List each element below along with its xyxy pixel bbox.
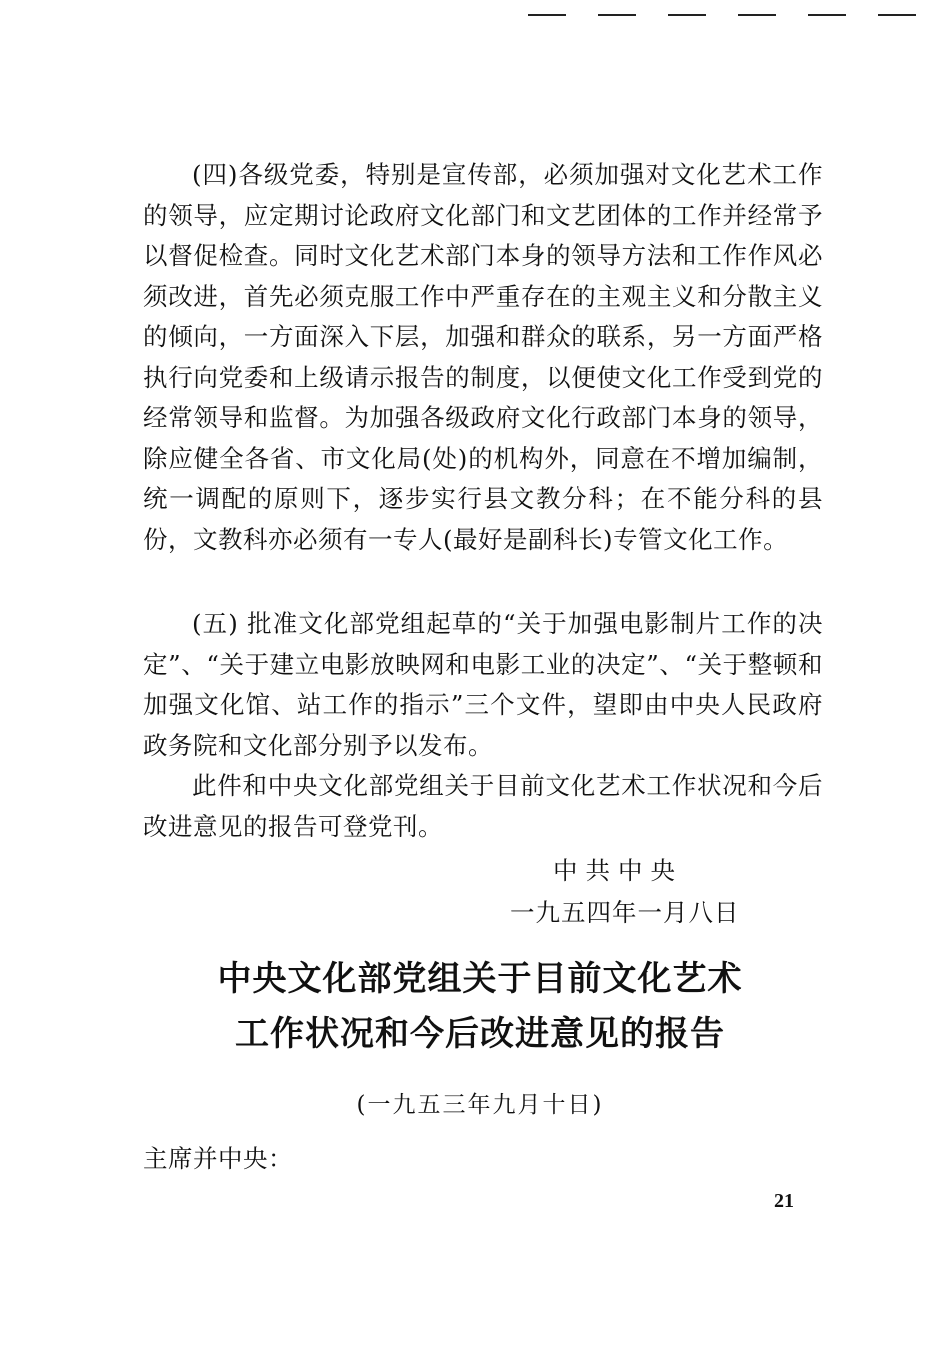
paragraph-four: (四)各级党委，特别是宣传部，必须加强对文化艺术工作的领导，应定期讨论政府文化部门和文艺团体的工作并经常予以督促检查。同时文化艺术部门本身的领导方法和工作作风必须改进，首先必须克服工作中严重存在的主观主义和分散主义的倾向，一方面深入下层，加强和群众的联系，另一方面严格执行向党委和上级请示报告的制度，以便使文化工作受到党的经常领导和监督。为加强各级政府文化行政部门本身的领导，除应健全各省、市文化局(处)的机构外，同意在不增加编制，统一调配的原则下，逐步实行县文教分科；在不能分科的县份，文教科亦必须有一专人(最好是副科长)专管文化工作。	[143, 160, 823, 554]
paragraph-five: (五) 批准文化部党组起草的“关于加强电影制片工作的决定”、“关于建立电影放映网和电影工业的决定”、“关于整顿和加强文化馆、站工作的指示”三个文件，望即由中央人民政府政务院和文化部分别予以发布。	[143, 609, 823, 760]
salutation: 主席并中央：	[143, 1144, 293, 1173]
signature-organization: 中共中央	[553, 856, 683, 885]
report-title	[140, 952, 820, 1062]
header-dash	[808, 14, 846, 16]
header-rule	[528, 14, 918, 20]
header-dash	[878, 14, 916, 16]
header-dash	[668, 14, 706, 16]
header-dash	[598, 14, 636, 16]
report-title-line-2: 工作状况和今后改进意见的报告	[235, 1014, 725, 1054]
header-dash	[738, 14, 776, 16]
header-dash	[528, 14, 566, 16]
signature-date: 一九五四年一月八日	[510, 898, 740, 927]
report-title-line-1: 中央文化部党组关于目前文化艺术	[217, 959, 743, 999]
paragraph-closing: 此件和中央文化部党组关于目前文化艺术工作状况和今后改进意见的报告可登党刊。	[143, 771, 823, 841]
page-number: 21	[774, 1190, 794, 1212]
report-date: (一九五三年九月十日)	[356, 1092, 604, 1118]
